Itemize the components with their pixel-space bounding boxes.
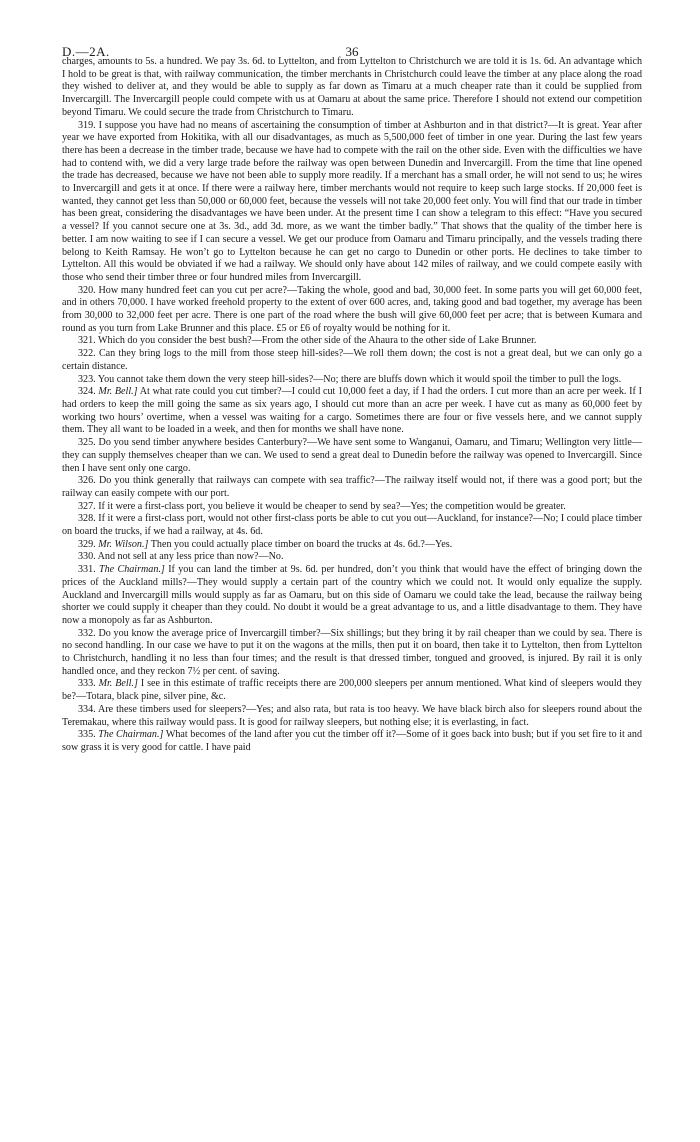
paragraph [62, 551, 642, 564]
speaker-name: Mr. Bell.] [98, 678, 138, 690]
paragraph [62, 335, 642, 348]
paragraph [62, 285, 642, 336]
speaker-name: The Chairman.] [99, 564, 165, 576]
speaker-name: The Chairman.] [98, 729, 164, 741]
paragraph [62, 704, 642, 729]
paragraph [62, 628, 642, 679]
paragraph [62, 348, 642, 373]
document-body [62, 56, 642, 755]
paragraph [62, 56, 642, 120]
paragraph-text: 321. Which do you consider the best bush?—From the other side of the Ahaura to the other side of Lake Brunner. [78, 335, 537, 347]
paragraph [62, 475, 642, 500]
paragraph [62, 437, 642, 475]
question-number: 331. [78, 564, 96, 576]
paragraph-text: 327. If it were a first-class port, you believe it would be cheaper to send by sea?—Yes; the competition would be greater. [78, 500, 566, 512]
paragraph [62, 564, 642, 628]
paragraph [62, 729, 642, 754]
paragraph-text: 320. How many hundred feet can you cut per acre?—Taking the whole, good and bad, 30,000 feet. In some parts you will get 60,000 feet, and in others 70,000. I have worked freehold property to the extent of over 600 acres, and, taking good and bad together, my average has been from 30,000 to 32,000 feet per acre. There is one part of the road where the bush will give 60,000 feet per acre; that is between Kumara and round as you turn from Lake Brunner and this place. £5 or £6 of royalty would be nothing for it. [62, 284, 642, 334]
paragraph-text: 322. Can they bring logs to the mill from those steep hill-sides?—We roll them down; the cost is not a great deal, but we can only go a certain distance. [62, 348, 642, 372]
speaker-name: Mr. Bell.] [98, 386, 138, 398]
speaker-name: Mr. Wilson.] [98, 538, 149, 550]
paragraph-text: 323. You cannot take them down the very steep hill-sides?—No; there are bluffs down which it would spoil the timber to pull the logs. [78, 373, 622, 385]
document-reference: D.—2A. [62, 44, 110, 59]
page-header [62, 0, 642, 59]
paragraph-text: 325. Do you send timber anywhere besides Canterbury?—We have sent some to Wanganui, Oamaru, and Timaru; Wellington very little—they can supply themselves cheaper than we can. We used to send a great deal to Dunedin before the railway was opened to Invercargill. Since then I have sent only one cargo. [62, 437, 642, 474]
paragraph-text: What becomes of the land after you cut the timber off it?—Some of it goes back into bush; but if you set fire to it and sow grass it is very good for cattle. I have paid [62, 729, 643, 753]
page-number: 36 [345, 44, 359, 59]
paragraph-text: 330. And not sell at any less price than now?—No. [78, 551, 284, 563]
paragraph [62, 374, 642, 387]
paragraph-text: charges, amounts to 5s. a hundred. We pay 3s. 6d. to Lyttelton, and from Lyttelton to Christchurch we are told it is 1s. 6d. An advantage which I hold to be great is that, with railway communication, the timber merchants in Christchurch could leave the timber at any place along the road they wished to deliver at, and they would be able to supply as far down as Timaru at a much cheaper rate than it could be supplied from Invercargill. The Invercargill people could compete with us at Oamaru at about the same price. Therefore I should not extend our competition beyond Timaru. We could secure the trade from Christchurch to Timaru. [62, 56, 642, 118]
paragraph-text: If you can land the timber at 9s. 6d. per hundred, don’t you think that would have the effect of bringing down the prices of the Auckland mills?—They would supply a certain part of the country which we could not. It would only equalize the supply. Auckland and Invercargill mills would supply as far as Oamaru, but on this side of Oamaru we could take the lead, because the railway being shorter we could supply it cheaper than they could. No doubt it would be a great advantage to us, and a little disadvantage to them. They have now a monopoly as far as Ashburton. [62, 564, 642, 626]
paragraph-text: 319. I suppose you have had no means of ascertaining the consumption of timber at Ashburton and in that district?—It is great. Year after year we have exported from Hokitika, with all our disadvantages, as much as 5,500,000 feet of timber in one year. During the last few years there has been a decrease in the timber trade, because we have had to compete with the rail on the other side. Even with the difficulties we have had to contend with, we did a very large trade before the railway was open between Dunedin and Invercargill. From the time that line opened the trade has decreased, because we have not been able to supply more readily. If a merchant has a small order, he will not send to us; he wires to Invercargill and gets it at once. If there were a railway here, timber merchants would not require to keep such large stocks. If 20,000 feet is wanted, they cannot get less than 50,000 or 60,000 feet, because the vessels will not take 20,000 feet only. You will find that our trade in timber has been great, considering the disadvantages we have been under. At the present time I can show a telegram to this effect: “Have you secured a vessel? If you cannot secure one at 3s. 3d., add 3d. more, as we want the timber badly.” That shows that the quality of the timber here is better. I am now waiting to see if I can secure a vessel. We get our produce from Oamaru and Timaru principally, and the vessels trading there belong to Keith Ramsay. He won’t go to Lyttelton because he can get no cargo to Dunedin or other ports. He declines to take timber to Lyttelton. All this would be obviated if we had a railway. We should only have about 142 miles of railway, and we could compete easily with those who send their timber three or four hundred miles from Invercargill. [62, 119, 642, 283]
paragraph-text: Then you could actually place timber on board the trucks at 4s. 6d.?—Yes. [150, 538, 453, 550]
question-number: 335. [78, 729, 96, 741]
paragraph [62, 539, 642, 552]
paragraph-text: 334. Are these timbers used for sleepers?—Yes; and also rata, but rata is too heavy. We have black birch also for sleepers round about the Teremakau, where this railway would pass. It is good for railway sleepers, but nothing else; it is everlasting, in fact. [62, 703, 642, 728]
paragraph [62, 120, 642, 285]
paragraph-text: I see in this estimate of traffic receipts there are 200,000 sleepers per annum mentioned. What kind of sleepers would they be?—Totara, black pine, silver pine, &c. [62, 678, 642, 703]
paragraph [62, 501, 642, 514]
paragraph-text: At what rate could you cut timber?—I could cut 10,000 feet a day, if I had the orders. I cut more than an acre per week. If I had orders to keep the mill going the same as six years ago, I should cut more than an acre per week. I have cut as many as 60,000 feet by working two hours’ overtime, when a vessel was waiting for a cargo. Sometimes there are four or five vessels here, and we cannot supply them. They all want to be loaded in a week, and then for months we shall have none. [62, 386, 642, 436]
paragraph-text: 326. Do you think generally that railways can compete with sea traffic?—The railway itself would not, if there was a good port; but the railway can easily compete with our port. [62, 475, 642, 499]
paragraph [62, 386, 642, 437]
paragraph [62, 513, 642, 538]
question-number: 324. [78, 386, 96, 398]
paragraph [62, 678, 642, 703]
question-number: 329. [78, 538, 96, 550]
paragraph-text: 328. If it were a first-class port, would not other first-class ports be able to cut you out—Auckland, for instance?—No; I could place timber on board the trucks, if we had a railway, at 4s. 6d. [62, 513, 642, 538]
question-number: 333. [78, 678, 96, 690]
paragraph-text: 332. Do you know the average price of Invercargill timber?—Six shillings; but they bring it by rail cheaper than we could by sea. There is no second handling. In our case we have to put it on the wagons at the mills, then put it on board, then take it to Lyttelton, then from Lyttelton to Christchurch, handling it no less than four times; and the result is that dressed timber, tongued and grooved, is injured. By rail it is only handled once, and they reckon 7½ per cent. of saving. [62, 627, 642, 677]
